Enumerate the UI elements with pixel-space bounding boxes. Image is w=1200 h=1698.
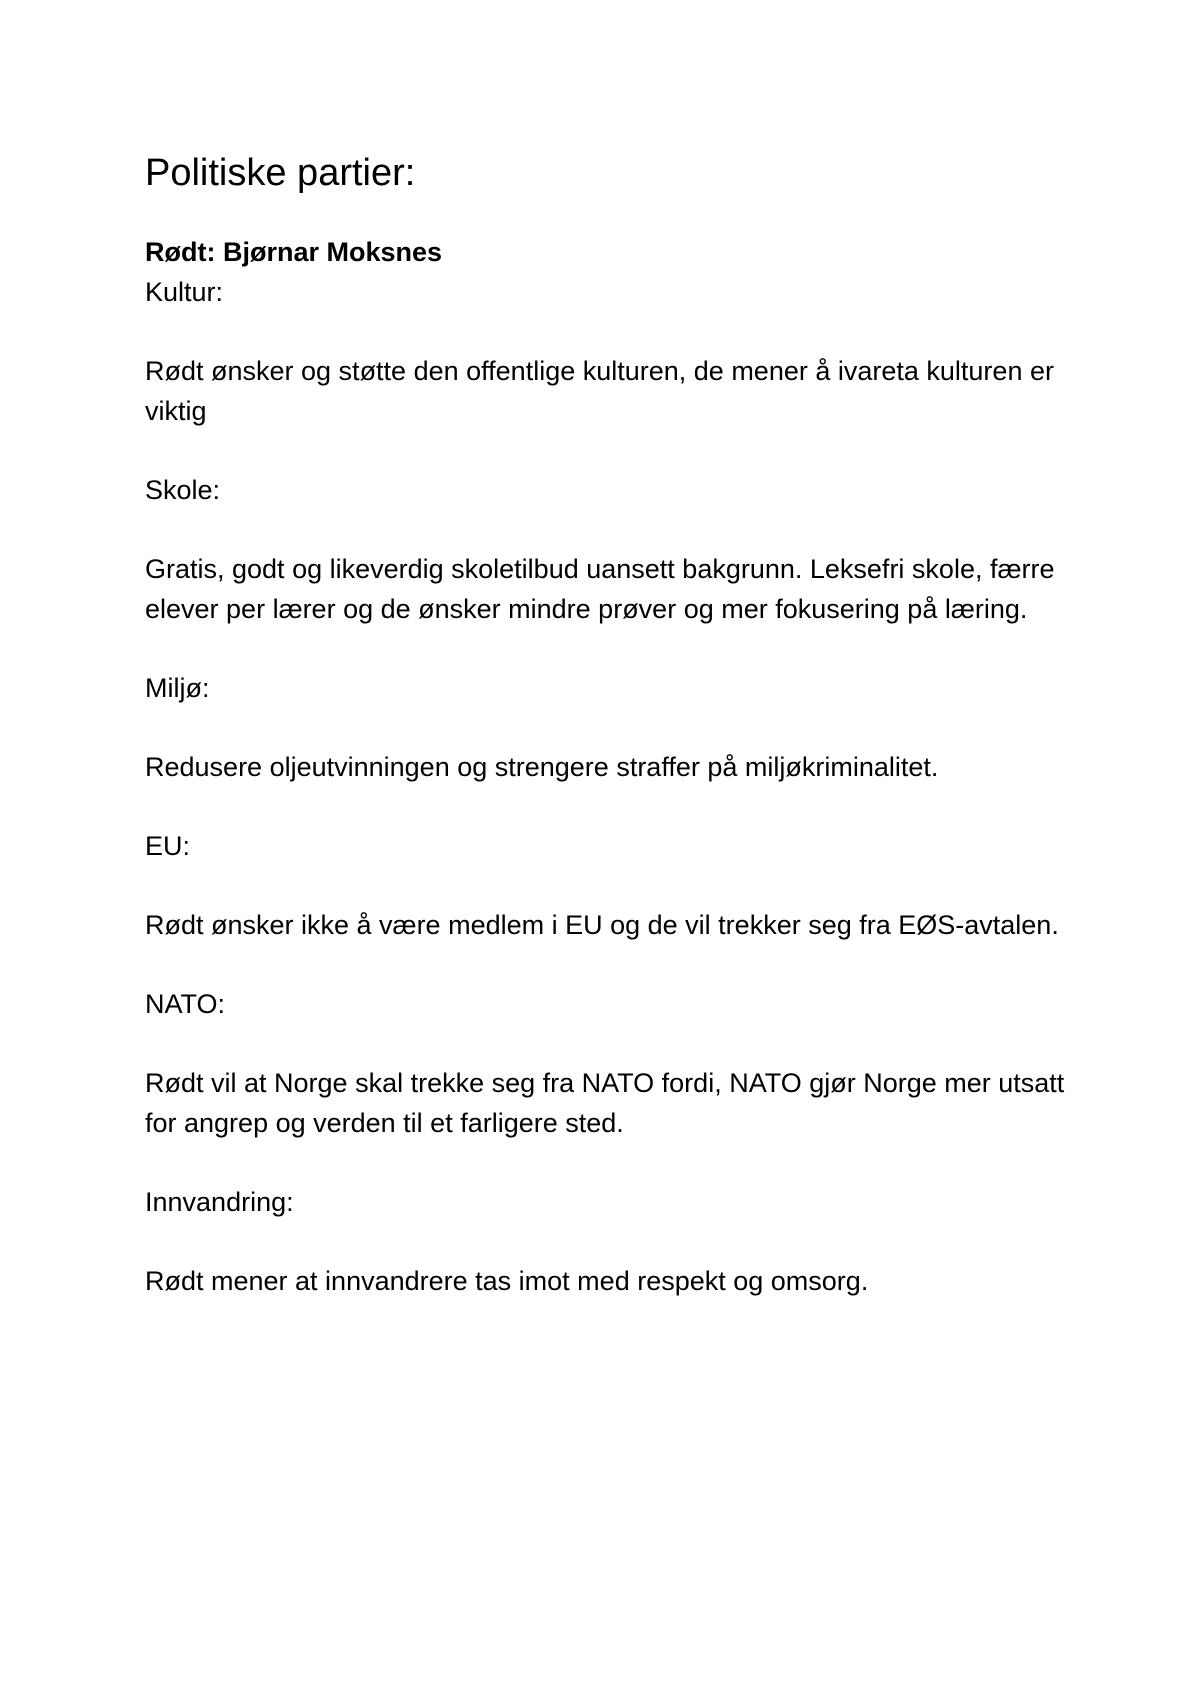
party-heading: Rødt: Bjørnar Moksnes (145, 237, 443, 267)
document-body (145, 150, 1075, 1340)
section-label: Miljø: (145, 673, 210, 703)
section-miljo (145, 668, 1075, 787)
section-text: Rødt ønsker ikke å være medlem i EU og de vil trekker seg fra EØS-avtalen. (145, 910, 1059, 940)
section-kultur (145, 272, 1075, 431)
section-skole (145, 470, 1075, 629)
section-text: Rødt vil at Norge skal trekke seg fra NATO fordi, NATO gjør Norge mer utsatt for angrep og verden til et farligere sted. (145, 1068, 1065, 1138)
section-label: EU: (145, 831, 191, 861)
section-text: Redusere oljeutvinningen og strengere straffer på miljøkriminalitet. (145, 752, 939, 782)
section-innvandring (145, 1182, 1075, 1301)
section-label: Skole: (145, 475, 221, 505)
section-label: Kultur: (145, 277, 224, 307)
section-label: Innvandring: (145, 1187, 294, 1217)
section-eu (145, 826, 1075, 945)
section-text: Gratis, godt og likeverdig skoletilbud uansett bakgrunn. Leksefri skole, færre elever per lærer og de ønsker mindre prøver og mer fokusering på læring. (145, 554, 1055, 624)
section-label: NATO: (145, 989, 226, 1019)
page-title: Politiske partier: (145, 152, 416, 194)
section-text: Rødt mener at innvandrere tas imot med respekt og omsorg. (145, 1266, 869, 1296)
section-nato (145, 984, 1075, 1143)
section-text: Rødt ønsker og støtte den offentlige kulturen, de mener å ivareta kulturen er viktig (145, 356, 1054, 426)
